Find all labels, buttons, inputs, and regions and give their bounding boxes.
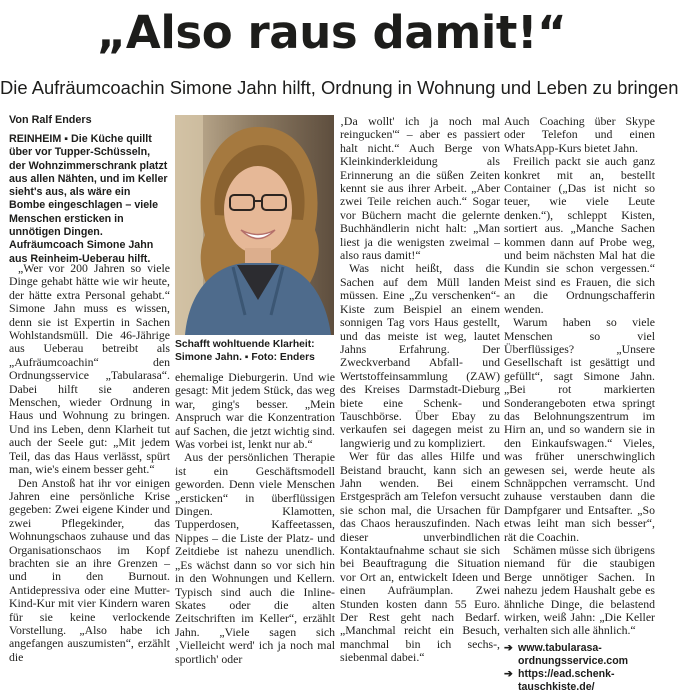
subheadline: Die Aufräumcoachin Simone Jahn hilft, Ordnung in Wohnung und Leben zu bringen [0, 77, 679, 98]
paragraph: „Wer vor 200 Jahren so viele Dinge gehabt hätte wie wir heute, der hätte extra Personal gehabt.“ Simone Jahn muss es wissen, denn sie ist Expertin in Sachen Wohlstandsmüll. Die 46-Jährige aus Ueberau betreibt als „Aufräumcoachin“ den Ordnungsservice „Tabularasa“. Dabei hilft sie anderen Menschen, wieder Ordnung in Haus und Wohnung zu bringen. Und ins Leben, denn Klarheit tut auch der Seele gut: „Mit jedem Teil, das das Haus verlässt, spürt man, wie's einem besser geht.“ [9, 261, 170, 477]
arrow-right-icon: ➔ [504, 641, 513, 654]
paragraph: Aus der persönlichen Therapie ist ein Geschäftsmodell geworden. Denn viele Menschen „ersticken“ in überflüssigen Dingen. Klamotten, Tupperdosen, Kaffeetassen, Nippes – die Liste der Platz- und Zeitdiebe ist nahezu unendlich. „Es wächst dann so vor sich hin in den Wohnungen und Kellern. Typisch sind auch die Inline-Skates oder die alten Zeitschriften im Keller“, erzählt Jahn. „Viele sagen sich ‚Vielleicht werd' ich ja noch mal sportlich' oder [175, 450, 335, 666]
link-tabularasa[interactable] [504, 642, 655, 668]
paragraph: ‚Da wollt' ich ja noch mal reingucken'“ – aber es passiert halt nicht.“ Auch Berge von Kleinkinderkleidung als Erinnerung an die süßen Zeiten kennt sie aus ihrer Arbeit. „Aber zwei Teile reichen auch.“ Sogar vor Büchern macht die gelernte Buchhändlerin nicht halt: „Man liest ja die wenigsten zweimal – also raus damit!“ [340, 114, 500, 263]
photo-caption: Schafft wohltuende Klarheit: Simone Jahn. ▪ Foto: Enders [175, 339, 315, 363]
paragraph: Freilich packt sie auch ganz konkret mit an, bestellt Container („Das ist nicht so teuer, wie viele Leute denken.“), schleppt Kisten, sortiert aus. „Manche Sachen kommen dann auf Probe weg, und beim nächsten Mal hat die Kundin sie schon vergessen.“ Meist sind es Frauen, die sich an die Ordnungschafferin wenden. [504, 154, 655, 316]
link-schenktauschkiste-line1[interactable]: https://ead.schenk- [518, 668, 615, 681]
column-1 [9, 262, 170, 672]
paragraph: Warum haben so viele Menschen so viel Überflüssiges? „Unsere Gesellschaft ist gesättigt und gefüllt“, sagt Simone Jahn. „Bei rot markierten Sonderangeboten etwa springt das Belohnungszentrum im Hirn an, und so wandern sie in den Einkaufswagen.“ Vieles, was früher unerschwinglich gewesen sei, werde heute als Schnäppchen verramscht. Und zuhause verstauben dann die Dampfgarer und Entsafter. „So etwas leiht man sich besser“, rät die Coachin. [504, 315, 655, 544]
lead-text: Die Küche quillt über vor Tupper-Schüsseln, der Wohnzimmerschrank platzt aus allen Nähten, und im Keller sieht's aus, als wäre ein Bombe eingeschlagen – viele Menschen ersticken in unnötigen Dingen. Aufräumcoach Simone Jahn aus Reinheim-Ueberau hilft. [9, 133, 168, 265]
paragraph: ehemalige Dieburgerin. Und wie gesagt: Mit jedem Stück, das weg war, ging's besser. „Mein Anspruch war die Konzentration auf Sachen, die jetzt wichtig sind. Was vorbei ist, lenkt nur ab.“ [175, 370, 335, 452]
paragraph: Was nicht heißt, dass die Sachen auf dem Müll landen müssen. Eine „Zu verschenken“-Kiste zum Beispiel an einem sonnigen Tag vors Haus gestellt, und das meiste ist weg, lautet Jahns Erfahrung. Der Zweckverband Abfall- und Wertstoffeinsammlung (ZAW) des Kreises Darmstadt-Dieburg biete eine Schenk- und Tauschbörse. Über Ebay zu verkaufen sei dagegen meist zu langwierig und zu kompliziert. [340, 261, 500, 450]
web-links [504, 642, 655, 695]
column-2 [175, 371, 335, 672]
column-4 [504, 114, 655, 694]
paragraph: Wer für das alles Hilfe und Beistand braucht, kann sich an Jahn wenden. Bei einem Erstgespräch am Telefon versucht sie schon mal, die Ursachen für das Chaos herauszufinden. Nach dieser unverbindlichen Kontaktaufnahme schaut sie sich bei Beauftragung die Situation vor Ort an, entwickelt Ideen und einen Aufräumplan. Zwei Stunden kosten dann 55 Euro. Der Rest geht nach Bedarf. „Manchmal reicht ein Besuch, manchmal bin ich sechs-, siebenmal dabei.“ [340, 449, 500, 665]
paragraph: Schämen müsse sich übrigens niemand für die staubigen Berge unnötiger Sachen. In nahezu jedem Haushalt gebe es ähnliche Dinge, die belastend wirken, weiß Jahn: „Die Keller verhalten sich alle ähnlich.“ [504, 543, 655, 638]
link-tabularasa-line1[interactable]: www.tabularasa- [518, 641, 602, 654]
lead-location: REINHEIM ▪ [9, 133, 69, 145]
link-tabularasa-line2[interactable]: ordnungsservice.com [518, 655, 629, 668]
portrait-photo [175, 115, 334, 335]
byline: Von Ralf Enders [9, 114, 92, 126]
link-schenktauschkiste-line2[interactable]: tauschkiste.de/ [518, 681, 595, 694]
paragraph: Den Anstoß hat ihr vor einigen Jahren eine persönliche Krise gegeben: Zwei eigene Kinder und zwei Pflegekinder, das Wohnungschaos zuhause und das Organisationschaos im Kopf brachten sie an ihre Grenzen – und in den Burnout. Antidepressiva oder eine Mutter-Kind-Kur mit vier Kindern waren für sie keine verlockende Vorstellung. „Also habe ich angefangen auszumisten“, erzählt die [9, 475, 170, 664]
headline: „Also raus damit!“ [96, 6, 567, 59]
link-schenktauschkiste[interactable] [504, 668, 655, 694]
column-3 [340, 115, 500, 672]
arrow-right-icon: ➔ [504, 668, 513, 681]
lead-paragraph [9, 133, 169, 266]
paragraph: Auch Coaching über Skype oder Telefon und einen WhatsApp-Kurs bietet Jahn. [504, 114, 655, 155]
